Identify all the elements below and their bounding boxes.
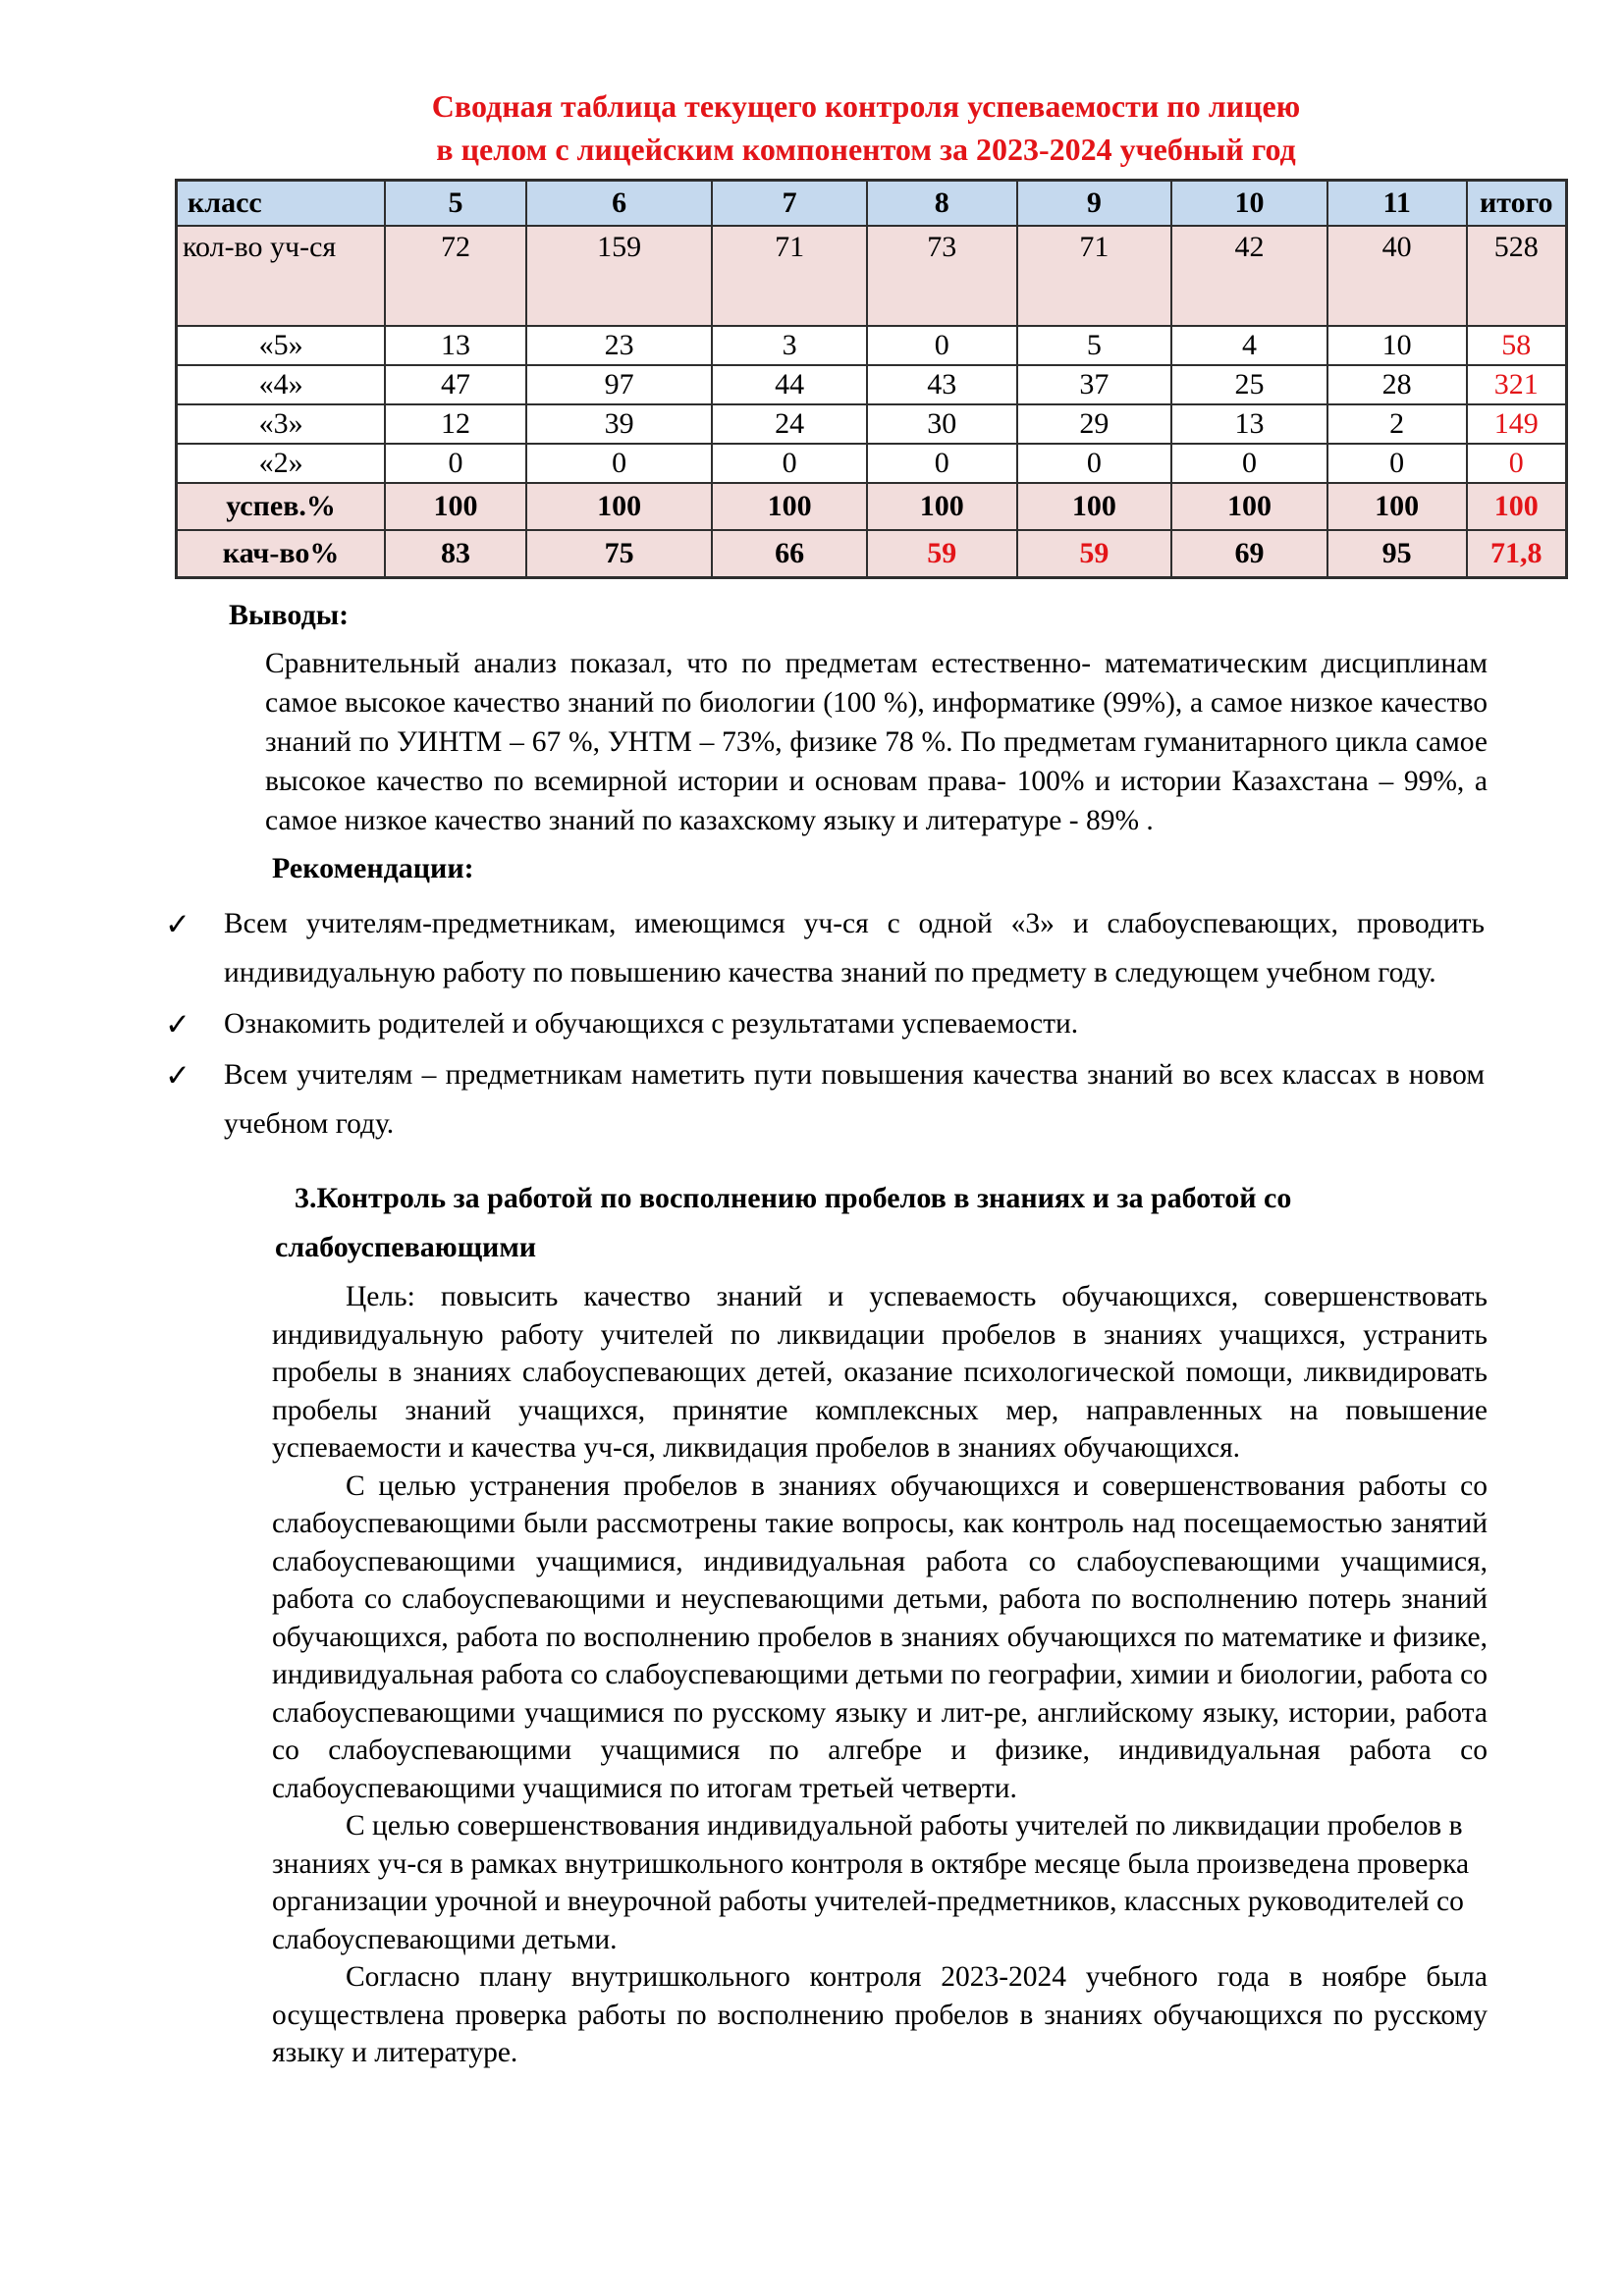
section3-heading: 3.Контроль за работой по восполнению пробелов в знаниях и за работой со слабоуспевающими	[275, 1182, 1292, 1263]
row-label: успев.%	[177, 483, 386, 530]
header-grade5: 5	[385, 181, 526, 227]
cell: 100	[1171, 483, 1327, 530]
section3-paragraph: Согласно плану внутришкольного контроля 2023-2024 учебного года в ноябре была осуществлена проверка работы по восполнению пробелов в знаниях обучающихся по русскому языку и литературе.	[272, 1961, 1488, 2068]
table-row-students-count	[177, 226, 1567, 326]
row-label: «5»	[177, 326, 386, 365]
cell: 71	[712, 226, 867, 326]
cell: 159	[526, 226, 713, 326]
cell: 71	[1017, 226, 1172, 326]
cell-total: 321	[1467, 365, 1567, 404]
list-item-text: Ознакомить родителей и обучающихся с результатами успеваемости.	[224, 1008, 1079, 1040]
header-grade6: 6	[526, 181, 713, 227]
cell: 66	[712, 530, 867, 578]
conclusions-heading: Выводы:	[229, 599, 350, 631]
table-row-quality-pct	[177, 530, 1567, 578]
cell-total: 149	[1467, 404, 1567, 444]
cell: 40	[1327, 226, 1467, 326]
cell: 0	[867, 326, 1017, 365]
cell: 3	[712, 326, 867, 365]
section3-paragraph: С целью совершенствования индивидуальной работы учителей по ликвидации пробелов в знаниях уч-ся в рамках внутришкольного контроля в октябре месяце была произведена проверка организации урочной и внеурочной работы учителей-предметников, классных руководителей со слабоуспевающими детьми.	[272, 1810, 1470, 1955]
report-title	[177, 84, 1555, 171]
cell: 100	[1327, 483, 1467, 530]
cell: 100	[867, 483, 1017, 530]
cell: 0	[385, 444, 526, 483]
table-row-mark2	[177, 444, 1567, 483]
cell: 13	[1171, 404, 1327, 444]
cell: 0	[712, 444, 867, 483]
recommendations-heading: Рекомендации:	[272, 852, 474, 884]
conclusions-paragraph: Сравнительный анализ показал, что по предметам естественно- математическим дисциплинам самое высокое качество знаний по биологии (100 %), информатике (99%), а самое низкое качество знаний по УИНТМ – 67 %, УНТМ – 73%, физике 78 %. По предметам гуманитарного цикла самое высокое качество по всемирной истории и основам права- 100% и истории Казахстана – 99%, а самое низкое качество знаний по казахскому языку и литературе - 89% .	[265, 648, 1488, 836]
cell: 0	[526, 444, 713, 483]
section3-paragraph: С целью устранения пробелов в знаниях обучающихся и совершенствования работы со слабоуспевающими были рассмотрены такие вопросы, как контроль над посещаемостью занятий слабоуспевающими учащимися, индивидуальная работа со слабоуспевающими учащимися, работа со слабоуспевающими и неуспевающими детьми, работа по восполнению потерь знаний обучающихся, работа по восполнению пробелов в знаниях обучающихся по математике и физике, индивидуальная работа со слабоуспевающими детьми по географии, химии и биологии, работа со слабоуспевающими учащимися по русскому языку и лит-ре, английскому языку, истории, работа со слабоуспевающими учащимися по алгебре и физике, индивидуальная работа со слабоуспевающими учащимися по итогам третьей четверти.	[272, 1469, 1488, 1804]
cell: 75	[526, 530, 713, 578]
cell: 24	[712, 404, 867, 444]
recommendations-list	[0, 899, 1485, 1148]
cell: 95	[1327, 530, 1467, 578]
cell: 37	[1017, 365, 1172, 404]
cell-total: 0	[1467, 444, 1567, 483]
row-label: «4»	[177, 365, 386, 404]
cell: 0	[1017, 444, 1172, 483]
cell: 69	[1171, 530, 1327, 578]
cell-total: 100	[1467, 483, 1567, 530]
list-item	[165, 1050, 1485, 1148]
cell: 59	[867, 530, 1017, 578]
cell: 0	[867, 444, 1017, 483]
header-grade8: 8	[867, 181, 1017, 227]
cell-total: 58	[1467, 326, 1567, 365]
section3-body	[0, 1278, 1624, 2072]
cell: 44	[712, 365, 867, 404]
header-grade10: 10	[1171, 181, 1327, 227]
table-row-mark3	[177, 404, 1567, 444]
cell-total: 528	[1467, 226, 1567, 326]
cell: 0	[1327, 444, 1467, 483]
header-grade9: 9	[1017, 181, 1172, 227]
cell: 97	[526, 365, 713, 404]
cell: 73	[867, 226, 1017, 326]
row-label: кол-во уч-ся	[177, 226, 386, 326]
table-row-mark5	[177, 326, 1567, 365]
header-total: итого	[1467, 181, 1567, 227]
cell: 100	[1017, 483, 1172, 530]
cell: 25	[1171, 365, 1327, 404]
cell: 47	[385, 365, 526, 404]
cell: 43	[867, 365, 1017, 404]
cell: 39	[526, 404, 713, 444]
summary-table	[175, 179, 1568, 579]
cell: 23	[526, 326, 713, 365]
checkmark-icon: ✓	[165, 907, 190, 941]
cell: 4	[1171, 326, 1327, 365]
cell: 42	[1171, 226, 1327, 326]
row-label: «2»	[177, 444, 386, 483]
cell: 100	[385, 483, 526, 530]
cell: 72	[385, 226, 526, 326]
report-title-line1: Сводная таблица текущего контроля успеваемости по лицею	[431, 88, 1301, 124]
cell-total: 71,8	[1467, 530, 1567, 578]
cell: 0	[1171, 444, 1327, 483]
cell: 13	[385, 326, 526, 365]
cell: 100	[712, 483, 867, 530]
cell: 2	[1327, 404, 1467, 444]
cell: 28	[1327, 365, 1467, 404]
cell: 59	[1017, 530, 1172, 578]
cell: 83	[385, 530, 526, 578]
cell: 5	[1017, 326, 1172, 365]
row-label: «3»	[177, 404, 386, 444]
row-label: кач-во%	[177, 530, 386, 578]
header-grade7: 7	[712, 181, 867, 227]
checkmark-icon: ✓	[165, 1058, 190, 1093]
list-item	[165, 999, 1485, 1048]
header-grade11: 11	[1327, 181, 1467, 227]
list-item-text: Всем учителям – предметникам наметить пути повышения качества знаний во всех классах в новом учебном году.	[224, 1059, 1485, 1140]
cell: 29	[1017, 404, 1172, 444]
cell: 12	[385, 404, 526, 444]
table-row-progress-pct	[177, 483, 1567, 530]
cell: 10	[1327, 326, 1467, 365]
section3-paragraph: Цель: повысить качество знаний и успеваемость обучающихся, совершенствовать индивидуальную работу учителей по ликвидации пробелов в знаниях учащихся, устранить пробелы в знаниях слабоуспевающих детей, оказание психологической помощи, ликвидировать пробелы знаний учащихся, принятие комплексных мер, направленных на повышение успеваемости и качества уч-ся, ликвидация пробелов в знаниях обучающихся.	[272, 1281, 1488, 1464]
table-row-mark4	[177, 365, 1567, 404]
checkmark-icon: ✓	[165, 1007, 190, 1041]
cell: 100	[526, 483, 713, 530]
list-item-text: Всем учителям-предметникам, имеющимся уч-ся с одной «3» и слабоуспевающих, проводить индивидуальную работу по повышению качества знаний по предмету в следующем учебном году.	[224, 908, 1485, 988]
table-header-row	[177, 181, 1567, 227]
cell: 30	[867, 404, 1017, 444]
report-title-line2: в целом с лицейским компонентом за 2023-2024 учебный год	[436, 132, 1296, 167]
header-class: класс	[177, 181, 386, 227]
list-item	[165, 899, 1485, 997]
